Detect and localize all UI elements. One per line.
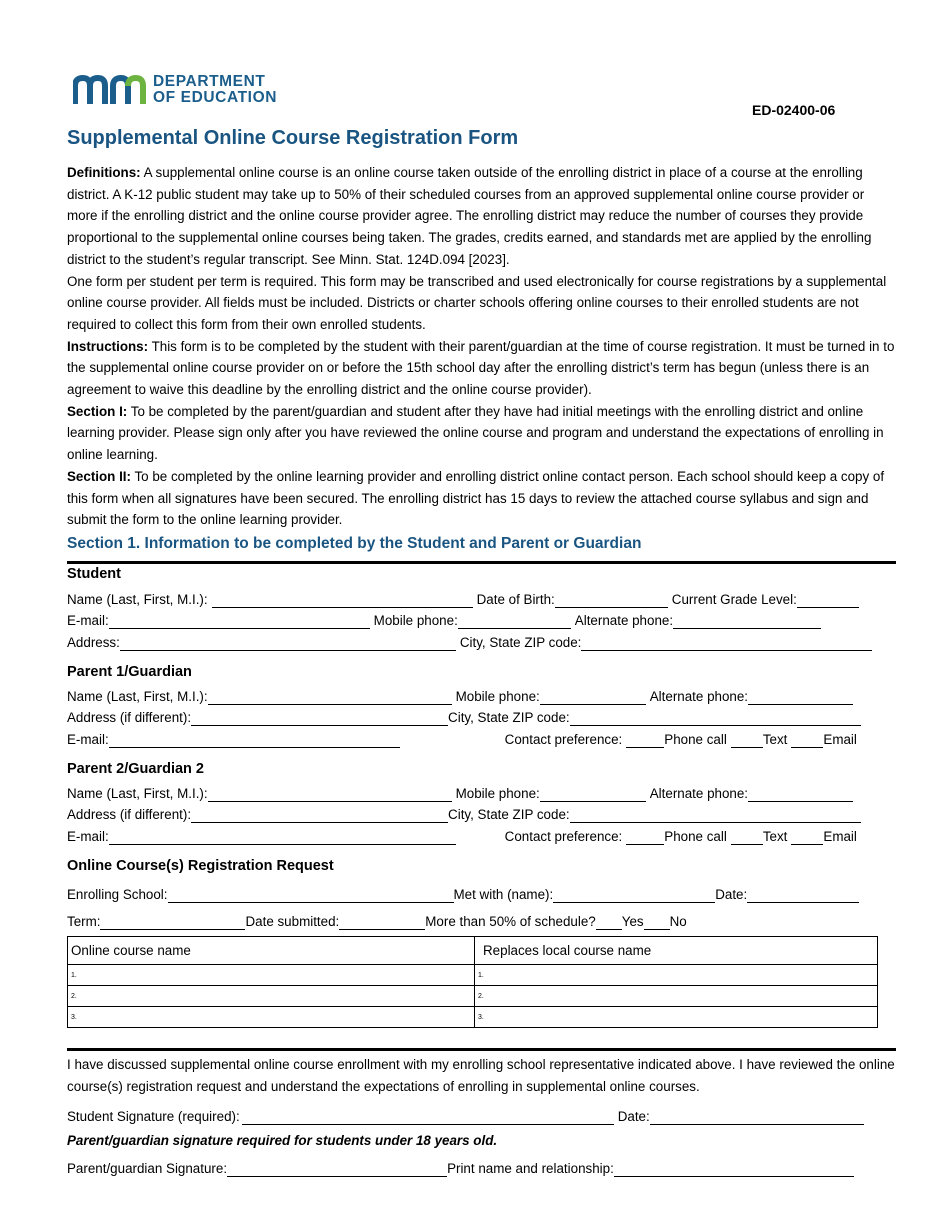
- parent1-phone-check[interactable]: [626, 733, 664, 748]
- section2-text: To be completed by the online learning provider and enrolling district online contact person. Each school should keep a copy of this form when all signatures have been secured. The enrolling district has 15 days to review the attached course syllabus and sign and submit the form to the online learning provider.: [67, 468, 885, 528]
- one-form-paragraph: One form per student per term is required. This form may be transcribed and used electronically for course registrations by a supplemental online course provider. All fields must be included. Districts or charter schools offering online courses to their enrolled students are not required to collect this form from their own enrolled students.: [67, 273, 887, 332]
- student-alt-label: Alternate phone:: [574, 613, 674, 628]
- table-row: [68, 965, 878, 986]
- parent1-name-label: Name (Last, First, M.I.):: [67, 689, 208, 704]
- parent1-address-field[interactable]: [191, 711, 448, 726]
- student-address-label: Address:: [67, 635, 120, 650]
- col-replaces-course: Replaces local course name: [475, 937, 878, 965]
- term-label: Term:: [67, 914, 101, 929]
- section1-label: Section I:: [67, 403, 128, 419]
- parent-signature-note: Parent/guardian signature required for students under 18 years old.: [67, 1133, 498, 1148]
- parent-signature-row: [67, 1159, 878, 1177]
- parent1-alt-field[interactable]: [748, 690, 853, 705]
- mde-logo: [73, 74, 277, 106]
- signature-date-label: Date:: [617, 1109, 650, 1124]
- submitted-label: Date submitted:: [245, 914, 340, 929]
- parent2-email-field[interactable]: [109, 830, 456, 845]
- parent1-contact-label: Contact preference:: [504, 732, 623, 747]
- parent2-text-label: Text: [762, 829, 788, 844]
- student-dob-field[interactable]: [555, 593, 668, 608]
- parent2-contact-label: Contact preference:: [504, 829, 623, 844]
- parent1-email-check[interactable]: [791, 733, 823, 748]
- parent2-name-field[interactable]: [208, 787, 452, 802]
- courses-table: [67, 936, 878, 1028]
- page-title: Supplemental Online Course Registration Form: [67, 127, 519, 149]
- parent1-heading: Parent 1/Guardian: [67, 664, 192, 680]
- parent1-text-label: Text: [762, 732, 788, 747]
- student-heading: Student: [67, 566, 121, 582]
- parent1-text-check[interactable]: [731, 733, 763, 748]
- acknowledgement-statement: I have discussed supplemental online course enrollment with my enrolling school representative indicated above. I have reviewed the online course(s) registration request and understand the expectations of enrolling in supplemental online courses.: [67, 1057, 895, 1094]
- student-city-field[interactable]: [581, 636, 872, 651]
- mn-logo-icon: [73, 74, 147, 106]
- met-with-field[interactable]: [553, 888, 715, 903]
- parent2-city-label: City, State ZIP code:: [448, 807, 570, 822]
- definitions-text: A supplemental online course is an online course taken outside of the enrolling district in place of a course at the enrolling district. A K-12 public student may take up to 50% of their scheduled courses from an approved supplemental online course provider or more if the enrolling district and the online course provider agree. The enrolling district may reduce the number of courses they provide proportional to the supplemental online courses being taken. The grades, credits earned, and standards met are applied by the enrolling district to the student’s regular transcript. See Minn. Stat. 124D.094 [2023].: [67, 165, 872, 267]
- parent2-row-1: [67, 784, 878, 802]
- student-name-field[interactable]: [212, 593, 473, 608]
- parent1-mobile-label: Mobile phone:: [455, 689, 540, 704]
- yes-label: Yes: [621, 914, 644, 929]
- term-field[interactable]: [100, 915, 245, 930]
- parent1-email-label: E-mail:: [67, 732, 109, 747]
- parent1-row-3: [67, 730, 878, 748]
- student-city-label: City, State ZIP code:: [459, 635, 582, 650]
- section1-paragraph: [67, 401, 897, 466]
- student-signature-row: [67, 1107, 878, 1125]
- local-course-cell[interactable]: 1.: [475, 965, 878, 986]
- definitions-label: Definitions:: [67, 165, 141, 180]
- section2-label: Section II:: [67, 468, 131, 484]
- form-number: ED-02400-06: [752, 102, 836, 118]
- parent1-mobile-field[interactable]: [540, 690, 646, 705]
- print-name-label: Print name and relationship:: [447, 1161, 614, 1176]
- parent1-email-field[interactable]: [109, 733, 400, 748]
- student-name-label: Name (Last, First, M.I.):: [67, 592, 208, 607]
- instructions-text: This form is to be completed by the student with their parent/guardian at the time of course registration. It must be turned in to the supplemental online course provider on or before the 15th school day after the enrolling district’s term has begun (unless there is an agreement to waive this deadline by the enrolling district and the online course provider).: [67, 338, 895, 398]
- meeting-date-field[interactable]: [747, 888, 859, 903]
- school-label: Enrolling School:: [67, 887, 168, 902]
- meeting-date-label: Date:: [715, 887, 748, 902]
- no-check[interactable]: [644, 915, 670, 930]
- parent2-mobile-label: Mobile phone:: [455, 786, 540, 801]
- student-grade-label: Current Grade Level:: [671, 592, 797, 607]
- student-row-3: [67, 633, 878, 651]
- parent-signature-label: Parent/guardian Signature:: [67, 1161, 228, 1176]
- school-field[interactable]: [168, 888, 454, 903]
- local-course-cell[interactable]: 2.: [475, 986, 878, 1007]
- instructions-label: Instructions:: [67, 338, 149, 354]
- parent1-alt-label: Alternate phone:: [649, 689, 749, 704]
- parent2-email-pref-label: Email: [823, 829, 857, 844]
- student-email-label: E-mail:: [67, 613, 109, 628]
- registration-row-2: [67, 912, 878, 930]
- online-course-cell[interactable]: 2.: [68, 986, 475, 1007]
- section2-paragraph: [67, 466, 897, 531]
- online-course-cell[interactable]: 1.: [68, 965, 475, 986]
- parent1-city-field[interactable]: [570, 711, 861, 726]
- no-label: No: [669, 914, 687, 929]
- student-row-2: [67, 611, 878, 629]
- parent1-address-label: Address (if different):: [67, 710, 192, 725]
- submitted-field[interactable]: [339, 915, 425, 930]
- parent2-row-3: [67, 827, 878, 845]
- parent2-text-check[interactable]: [731, 830, 763, 845]
- instructions-paragraph: [67, 336, 897, 401]
- registration-heading: Online Course(s) Registration Request: [67, 858, 334, 874]
- parent2-city-field[interactable]: [570, 808, 861, 823]
- student-grade-field[interactable]: [797, 593, 859, 608]
- online-course-cell[interactable]: 3.: [68, 1007, 475, 1028]
- parent2-address-field[interactable]: [191, 808, 448, 823]
- parent2-mobile-field[interactable]: [540, 787, 646, 802]
- registration-row-1: [67, 885, 878, 903]
- parent2-phone-check[interactable]: [626, 830, 664, 845]
- parent1-city-label: City, State ZIP code:: [448, 710, 570, 725]
- col-online-course: Online course name: [68, 937, 475, 965]
- parent2-email-check[interactable]: [791, 830, 823, 845]
- yes-check[interactable]: [596, 915, 622, 930]
- parent2-email-label: E-mail:: [67, 829, 109, 844]
- intro-text: [67, 162, 897, 531]
- local-course-cell[interactable]: 3.: [475, 1007, 878, 1028]
- section-divider: [67, 561, 896, 564]
- student-row-1: [67, 590, 878, 608]
- parent1-email-pref-label: Email: [823, 732, 857, 747]
- logo-line1: DEPARTMENT: [153, 73, 266, 90]
- signature-date-field[interactable]: [650, 1110, 864, 1125]
- more-than-50-label: More than 50% of schedule?: [425, 914, 596, 929]
- section1-text: To be completed by the parent/guardian and student after they have had initial meetings with the enrolling district and online learning provider. Please sign only after you have reviewed the online course and program and understand the expectations of enrolling in online learning.: [67, 403, 884, 463]
- print-name-field[interactable]: [614, 1162, 854, 1177]
- parent2-alt-label: Alternate phone:: [649, 786, 749, 801]
- student-address-field[interactable]: [120, 636, 456, 651]
- parent2-address-label: Address (if different):: [67, 807, 192, 822]
- parent2-phone-label: Phone call: [664, 829, 727, 844]
- logo-line2: OF EDUCATION: [153, 89, 278, 106]
- table-row: [68, 986, 878, 1007]
- student-signature-label: Student Signature (required):: [67, 1109, 240, 1124]
- student-signature-field[interactable]: [242, 1110, 614, 1125]
- student-email-field[interactable]: [109, 614, 370, 629]
- student-dob-label: Date of Birth:: [476, 592, 555, 607]
- student-mobile-label: Mobile phone:: [373, 613, 458, 628]
- met-with-label: Met with (name):: [453, 887, 554, 902]
- parent2-row-2: [67, 805, 878, 823]
- student-alt-field[interactable]: [673, 614, 821, 629]
- student-mobile-field[interactable]: [458, 614, 571, 629]
- parent1-row-1: [67, 687, 878, 705]
- parent2-name-label: Name (Last, First, M.I.):: [67, 786, 208, 801]
- parent1-row-2: [67, 708, 878, 726]
- parent1-phone-label: Phone call: [664, 732, 727, 747]
- parent-signature-field[interactable]: [227, 1162, 447, 1177]
- definitions-paragraph: [67, 162, 897, 271]
- table-header-row: [68, 937, 878, 965]
- signature-divider: [67, 1048, 896, 1051]
- parent2-heading: Parent 2/Guardian 2: [67, 761, 204, 777]
- section1-heading: Section 1. Information to be completed by the Student and Parent or Guardian: [67, 535, 642, 552]
- parent1-name-field[interactable]: [208, 690, 452, 705]
- parent2-alt-field[interactable]: [748, 787, 853, 802]
- table-row: [68, 1007, 878, 1028]
